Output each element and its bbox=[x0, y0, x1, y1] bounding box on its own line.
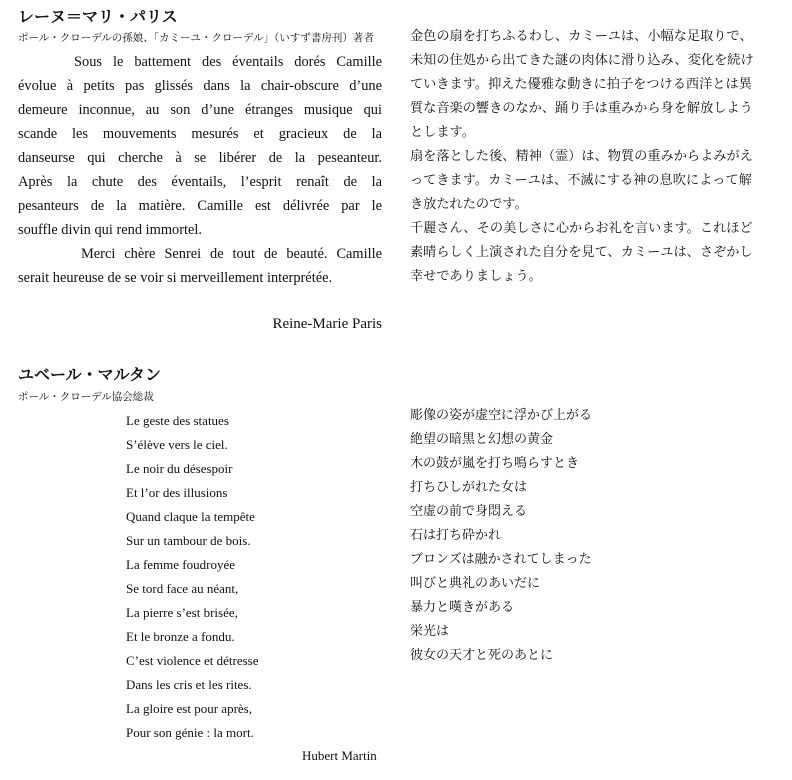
poem-fr-line: La gloire est pour après, bbox=[126, 701, 252, 716]
jp-line: ていきます。抑えた優雅な動きに拍子をつける西洋とは異 bbox=[410, 77, 752, 92]
fr1-line: Sous le battement des éventails dorés Camille bbox=[74, 54, 382, 70]
fr2-line: Merci chère Senrei de tout de beauté. Camille bbox=[81, 246, 382, 262]
jp-line: 扇を落とした後、精神（霊）は、物質の重みからよみがえ bbox=[410, 149, 753, 164]
section2-subtitle: ポール・クローデル協会総裁 bbox=[18, 391, 154, 403]
section1-japanese-text bbox=[410, 25, 754, 289]
poem-jp-line: 木の鼓が嵐を打ち鳴らすとき bbox=[410, 456, 580, 471]
section1-title: レーヌ＝マリ・パリス bbox=[18, 7, 178, 26]
fr1-line: demeure inconnue, au son d’une étranges musique qui bbox=[18, 102, 382, 118]
section1-signature: Reine-Marie Paris bbox=[272, 316, 382, 332]
jp-line: 金色の扇を打ちふるわし、カミーユは、小幅な足取りで、 bbox=[410, 29, 753, 44]
section2-signature: Hubert Martin bbox=[302, 748, 377, 763]
poem-fr-line: Et l’or des illusions bbox=[126, 485, 228, 500]
fr1-line: évolue à petits pas glissés dans la chair-obscure d’une bbox=[18, 78, 382, 94]
poem-fr-line: Se tord face au néant, bbox=[126, 581, 239, 596]
poem-fr-line: Pour son génie : la mort. bbox=[126, 725, 254, 740]
fr1-line: scande les mouvements mesurés et gracieux de la bbox=[18, 126, 382, 142]
jp-line: とします。 bbox=[410, 125, 475, 140]
poem-jp-line: 石は打ち砕かれ bbox=[410, 528, 502, 543]
section1-french-paragraph-2 bbox=[18, 242, 382, 290]
jp-line: 千麗さん、その美しさに心からお礼を言います。これほど bbox=[410, 221, 753, 236]
poem-fr-line: La pierre s’est brisée, bbox=[126, 605, 238, 620]
poem-jp-line: 打ちひしがれた女は bbox=[410, 480, 528, 495]
poem-jp-line: 絶望の暗黒と幻想の黄金 bbox=[410, 432, 554, 447]
poem-fr-line: Dans les cris et les rites. bbox=[126, 677, 252, 692]
fr1-line: pesanteurs de la matière. Camille est délivrée par le bbox=[18, 198, 382, 214]
poem-jp-line: 暴力と嘆きがある bbox=[410, 600, 515, 615]
jp-line: ってきます。カミーユは、不滅にする神の息吹によって解 bbox=[410, 173, 752, 188]
jp-line: 質な音楽の響きのなか、踊り手は重みから身を解放しよう bbox=[410, 101, 753, 116]
poem-fr-line: Le noir du désespoir bbox=[126, 461, 233, 476]
poem-fr-line: Le geste des statues bbox=[126, 413, 229, 428]
poem-fr-line: S’élève vers le ciel. bbox=[126, 437, 228, 452]
poem-jp-line: 栄光は bbox=[410, 624, 450, 639]
poem-jp-line: 彼女の天才と死のあとに bbox=[410, 648, 554, 663]
section1-french-paragraph-1 bbox=[18, 50, 382, 242]
poem-fr-line: La femme foudroyée bbox=[126, 557, 236, 572]
poem-jp-line: 叫びと典礼のあいだに bbox=[410, 576, 541, 591]
fr1-line: danseurse qui cherche à se libérer de la peseanteur. bbox=[18, 150, 382, 166]
jp-line: 幸せでありましょう。 bbox=[410, 269, 542, 284]
jp-line: 素晴らしく上演された自分を見て、カミーユは、さぞかし bbox=[410, 245, 753, 260]
section2-title: ユベール・マルタン bbox=[18, 365, 162, 384]
section1-subtitle: ポール・クローデルの孫娘、「カミーユ・クローデル」（いすず書房刊）著者 bbox=[18, 32, 374, 44]
poem-jp-line: ブロンズは融かされてしまった bbox=[410, 552, 592, 567]
poem-fr-line: Quand claque la tempête bbox=[126, 509, 255, 524]
jp-line: き放たれたのです。 bbox=[410, 197, 528, 212]
poem-japanese bbox=[410, 404, 592, 668]
poem-fr-line: Et le bronze a fondu. bbox=[126, 629, 235, 644]
poem-fr-line: C’est violence et détresse bbox=[126, 653, 259, 668]
fr2-line: serait heureuse de se voir si merveillement interprétée. bbox=[18, 270, 333, 286]
fr1-line: souffle divin qui rend immortel. bbox=[18, 222, 202, 238]
jp-line: 未知の住処から出てきた謎の肉体に滑り込み、変化を続け bbox=[410, 53, 754, 68]
poem-jp-line: 空虚の前で身悶える bbox=[410, 504, 528, 519]
fr1-line: Après la chute des éventails, l’esprit renaît de la bbox=[18, 174, 382, 190]
poem-french bbox=[126, 409, 258, 745]
poem-fr-line: Sur un tambour de bois. bbox=[126, 533, 251, 548]
poem-jp-line: 彫像の姿が虚空に浮かび上がる bbox=[410, 408, 593, 423]
